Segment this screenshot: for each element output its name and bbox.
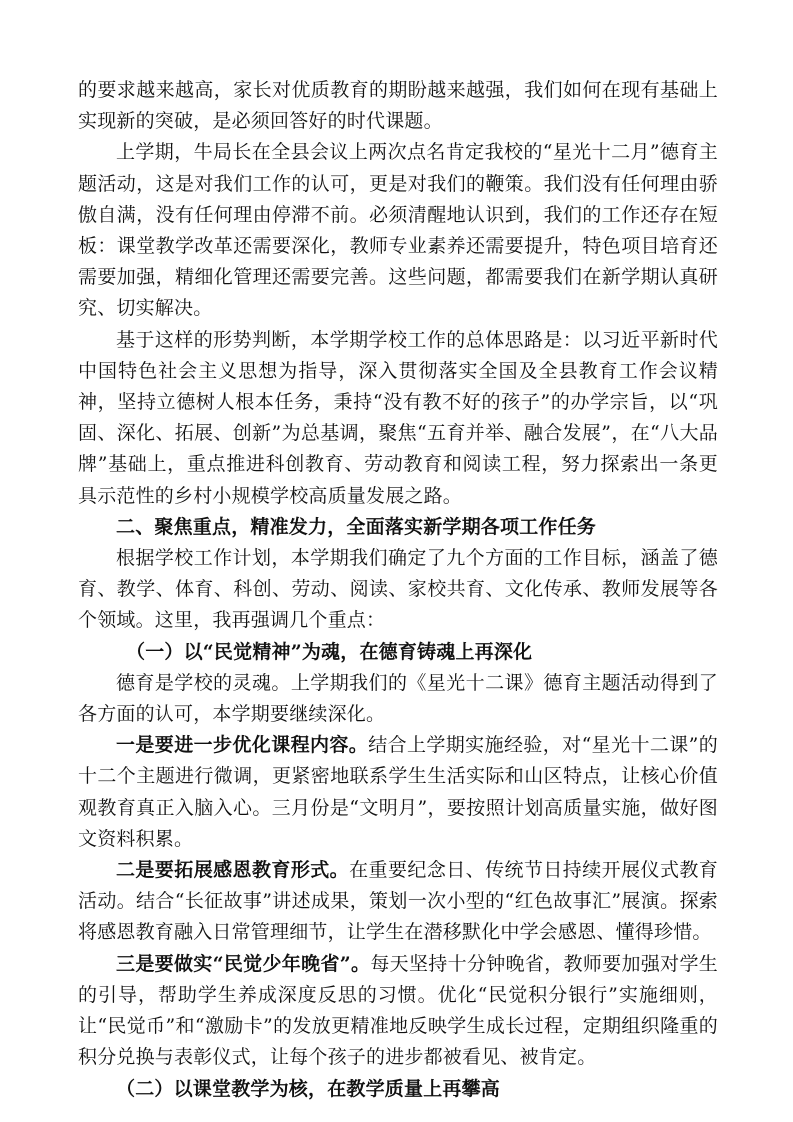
document-page — [78, 75, 718, 1105]
paragraph-point-two — [78, 855, 718, 949]
point-three-body: 每天坚持十分钟晚省，教师要加强对学生的引导，帮助学生养成深度反思的习惯。优化“民觉积分银行”实施细则，让“民觉币”和“激励卡”的发放更精准地反映学生成长过程，定期组织隆重的积分兑换与表彰仪式，让每个孩子的进步都被看见、被肯定。 — [78, 952, 718, 1069]
paragraph-overall-approach: 基于这样的形势判断，本学期学校工作的总体思路是：以习近平新时代中国特色社会主义思想为指导，深入贯彻落实全国及全县教育工作会议精神，坚持立德树人根本任务，秉持“没有教不好的孩子”的办学宗旨，以“巩固、深化、拓展、创新”为总基调，聚焦“五育并举、融合发展”，在“八大品牌”基础上，重点推进科创教育、劳动教育和阅读工程，努力探索出一条更具示范性的乡村小规模学校高质量发展之路。 — [78, 328, 718, 507]
paragraph-last-semester: 上学期，牛局长在全县会议上两次点名肯定我校的“星光十二月”德育主题活动，这是对我们工作的认可，更是对我们的鞭策。我们没有任何理由骄傲自满，没有任何理由停滞不前。必须清醒地认识到，我们的工作还存在短板：课堂教学改革还需要深化，教师专业素养还需要提升，特色项目培育还需要加强，精细化管理还需要完善。这些问题，都需要我们在新学期认真研究、切实解决。 — [78, 141, 718, 320]
paragraph-nine-goals: 根据学校工作计划，本学期我们确定了九个方面的工作目标，涵盖了德育、教学、体育、科创、劳动、阅读、家校共育、文化传承、教师发展等各个领域。这里，我再强调几个重点： — [78, 547, 718, 632]
subheading-classroom-teaching: （二）以课堂教学为核，在教学质量上再攀高 — [116, 1077, 501, 1100]
point-three-lead: 三是要做实“民觉少年晚省”。 — [116, 952, 371, 975]
point-two-lead: 二是要拓展感恩教育形式。 — [116, 859, 350, 882]
paragraph-point-three — [78, 949, 718, 1074]
paragraph-point-one — [78, 730, 718, 855]
section-heading-two: 二、聚焦重点，精准发力，全面落实新学期各项工作任务 — [116, 515, 597, 538]
paragraph-moral-education-intro: 德育是学校的灵魂。上学期我们的《星光十二课》德育主题活动得到了各方面的认可，本学期要继续深化。 — [78, 671, 718, 726]
point-two-body: 在重要纪念日、传统节日持续开展仪式教育活动。结合“长征故事”讲述成果，策划一次小型的“红色故事汇”展演。探索将感恩教育融入日常管理细节，让学生在潜移默化中学会感恩、懂得珍惜。 — [78, 859, 718, 944]
point-one-lead: 一是要进一步优化课程内容。 — [116, 734, 369, 757]
paragraph-continuation: 的要求越来越高，家长对优质教育的期盼越来越强，我们如何在现有基础上实现新的突破，是必须回答好的时代课题。 — [78, 79, 718, 133]
point-one-body: 结合上学期实施经验，对“星光十二课”的十二个主题进行微调，更紧密地联系学生生活实际和山区特点，让核心价值观教育真正入脑入心。三月份是“文明月”，要按照计划高质量实施，做好图文资料积累。 — [78, 734, 718, 850]
subheading-moral-education: （一）以“民觉精神”为魂，在德育铸魂上再深化 — [126, 640, 533, 663]
